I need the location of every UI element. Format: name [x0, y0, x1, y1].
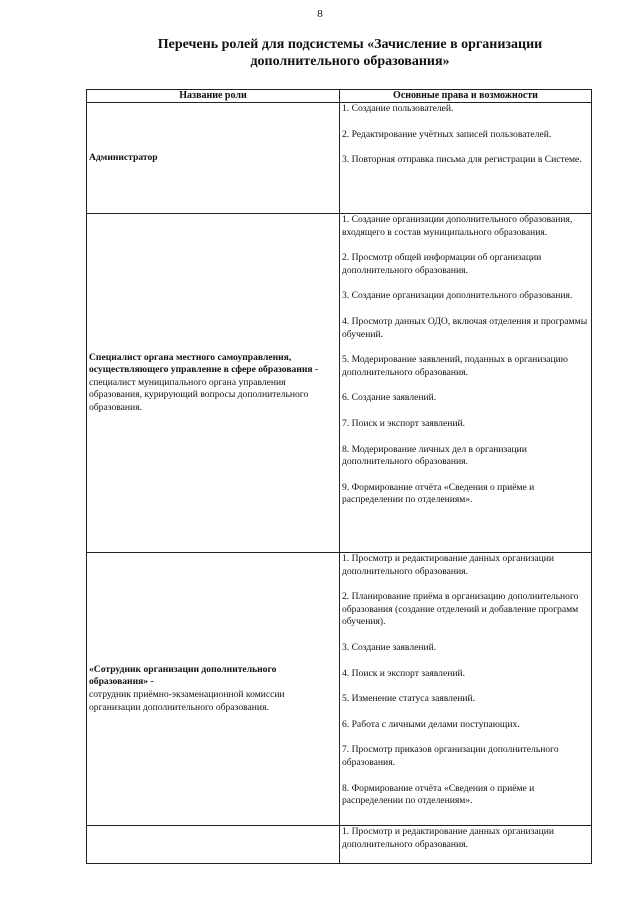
- role-cell: [87, 214, 340, 553]
- right-item: 7. Просмотр приказов организации дополнительного образования.: [342, 744, 559, 768]
- right-item: 2. Просмотр общей информации об организации дополнительного образования.: [342, 252, 542, 276]
- rights-list: [342, 553, 589, 808]
- table-header-row: [87, 90, 592, 103]
- page-title: [120, 36, 580, 70]
- right-item: 6. Работа с личными делами поступающих.: [342, 718, 520, 730]
- rights-cell: [340, 214, 592, 553]
- right-item: 3. Создание организации дополнительного образования.: [342, 290, 573, 302]
- title-line-2: дополнительного образования»: [250, 54, 450, 69]
- roles-table: [86, 89, 592, 864]
- right-item: 3. Создание заявлений.: [342, 641, 437, 653]
- page-number: 8: [317, 8, 323, 20]
- table-row: [87, 214, 592, 553]
- rights-cell: [340, 103, 592, 214]
- role-cell: [87, 103, 340, 214]
- title-line-1: Перечень ролей для подсистемы «Зачисление в организации: [157, 37, 543, 52]
- right-item: 2. Редактирование учётных записей пользователей.: [342, 128, 552, 140]
- right-item: 1. Создание пользователей.: [342, 103, 454, 114]
- role-name: Специалист органа местного самоуправления, осуществляющего управление в сфере образования -: [89, 351, 319, 376]
- table-row: [87, 103, 592, 214]
- rights-list: [342, 826, 589, 851]
- right-item: 8. Модерирование личных дел в организации дополнительного образования.: [342, 443, 527, 468]
- right-item: 1. Просмотр и редактирование данных организации дополнительного образования.: [342, 826, 555, 850]
- right-item: 1. Просмотр и редактирование данных организации дополнительного образования.: [342, 553, 555, 577]
- role-name: Администратор: [89, 151, 158, 163]
- table-row: [87, 553, 592, 826]
- rights-cell: [340, 553, 592, 826]
- role-description: специалист муниципального органа управления образования, курирующий вопросы дополнительного образования.: [89, 376, 309, 413]
- role-cell: [87, 826, 340, 864]
- right-item: 1. Создание организации дополнительного образования, входящего в состав муниципального образования.: [342, 214, 573, 238]
- role-cell: [87, 553, 340, 826]
- role-description: сотрудник приёмно-экзаменационной комиссии организации дополнительного образования.: [89, 689, 285, 713]
- header-rights: Основные права и возможности: [340, 90, 592, 103]
- right-item: 5. Изменение статуса заявлений.: [342, 693, 476, 705]
- right-item: 9. Формирование отчёта «Сведения о приёме и распределении по отделениям».: [342, 481, 535, 506]
- right-item: 2. Планирование приёма в организацию дополнительного образования (создание отделений и добавление программ обучения).: [342, 591, 579, 628]
- right-item: 6. Создание заявлений.: [342, 392, 437, 404]
- right-item: 8. Формирование отчёта «Сведения о приёме и распределении по отделениям».: [342, 782, 535, 807]
- right-item: 5. Модерирование заявлений, поданных в организацию дополнительного образования.: [342, 354, 568, 378]
- right-item: 7. Поиск и экспорт заявлений.: [342, 417, 466, 429]
- right-item: 4. Просмотр данных ОДО, включая отделения и программы обучений.: [342, 315, 588, 340]
- rights-list: [342, 214, 589, 507]
- table-row: [87, 826, 592, 864]
- right-item: 4. Поиск и экспорт заявлений.: [342, 667, 466, 679]
- rights-cell: [340, 826, 592, 864]
- right-item: 3. Повторная отправка письма для регистрации в Системе.: [342, 154, 582, 166]
- rights-list: [342, 103, 589, 167]
- header-role-name: Название роли: [87, 90, 340, 103]
- role-name: «Сотрудник организации дополнительного образования» -: [89, 663, 277, 688]
